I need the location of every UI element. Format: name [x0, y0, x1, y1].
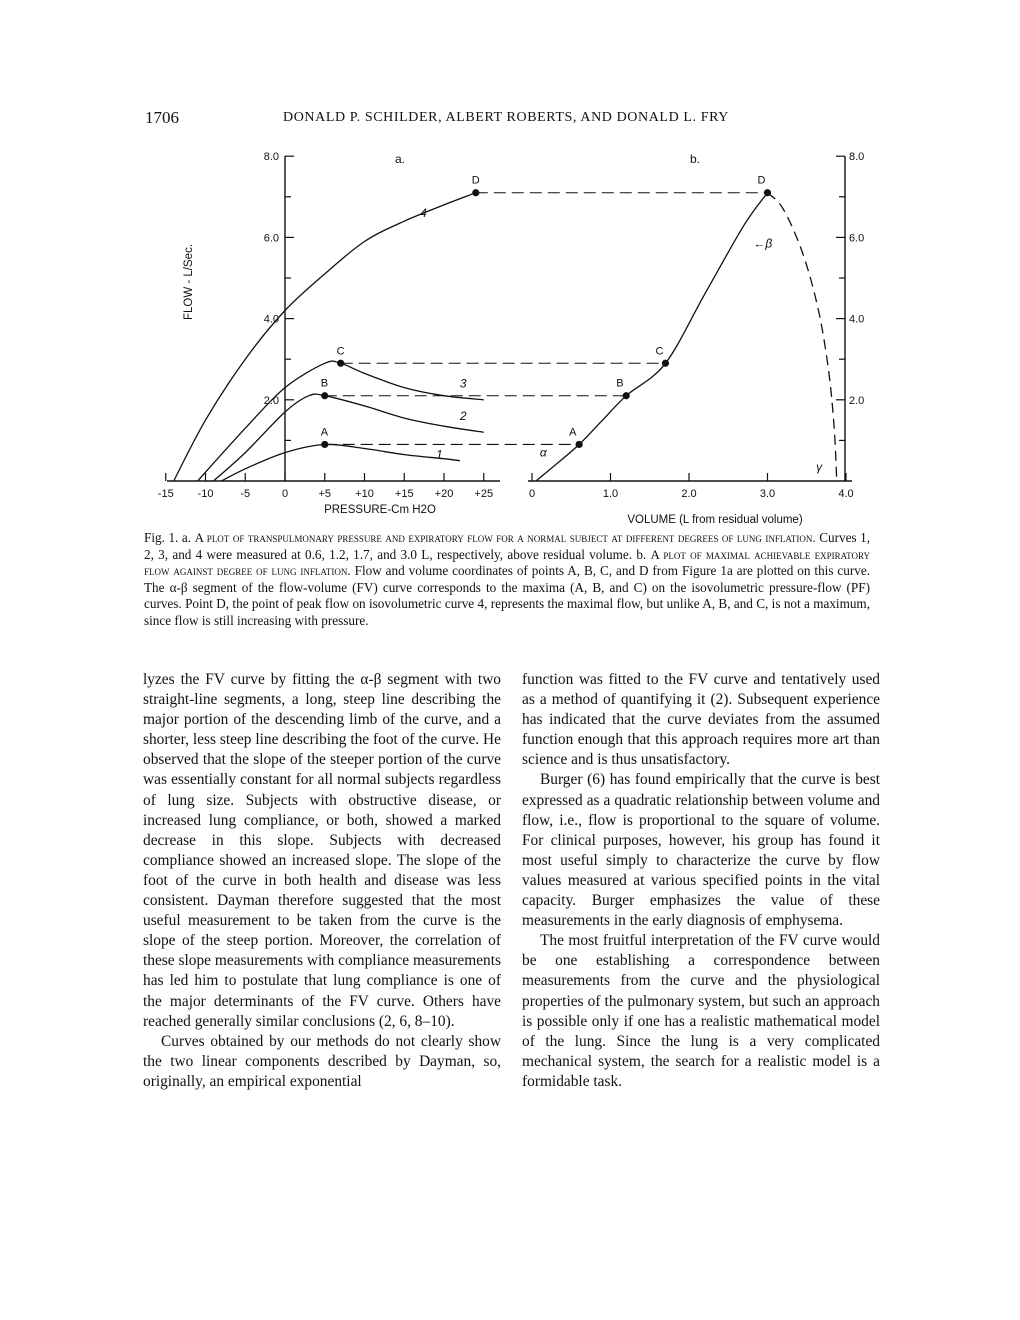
point-a-C: [337, 360, 344, 367]
panel-label-b: b.: [690, 152, 701, 166]
x-tick-label-pressure: -10: [197, 488, 214, 500]
point-b-A: [576, 441, 583, 448]
point-label-a-B: B: [320, 377, 329, 390]
x-tick-label-pressure: +10: [355, 488, 374, 500]
paragraph: The most fruitful interpretation of the FV curve would be one establishing a correspondence between measurements from the curve and the physiological properties of the pulmonary system, but such an approach is possible only if one has a realistic mathematical model of the lung. Since the lung is a very complicated mechanical system, the search for a realistic model is a formidable task.: [522, 932, 880, 1090]
x-tick-label-pressure: +25: [474, 488, 494, 500]
point-label-b-B: B: [616, 377, 624, 390]
x-tick-label-pressure: +20: [434, 488, 454, 500]
curve-label-3: 3: [459, 376, 467, 391]
beta-label: ←β: [753, 236, 773, 251]
body-column-right: [522, 670, 880, 1092]
point-b-D: [764, 189, 771, 196]
curve-label-4: 4: [420, 206, 427, 221]
paragraph: lyzes the FV curve by fitting the α-β segment with two straight-line segments, a long, steep line describing the major portion of the descending limb of the curve, and a shorter, less steep line describing the foot of the curve. He observed that the slope of the steeper portion of the curve was essentially constant for all normal subjects regardless of lung size. Subjects with obstructive disease, or increased lung compliance, or both, showed a marked decrease in this slope. Subjects with decreased compliance showed an increased slope. The slope of the foot of the curve in both health and disease was less consistent. Dayman therefore suggested that the most useful measurement to be taken from the curve is the slope of the steep portion. Moreover, the correlation of these slope measurements with compliance measurements has led him to postulate that lung compliance is one of the major determinants of the FV curve. Others have reached generally similar conclusions (2, 6, 8–10).: [143, 671, 501, 1030]
point-label-a-A: A: [320, 426, 329, 439]
point-a-B: [321, 392, 328, 399]
page-number: 1706: [145, 108, 179, 127]
y-tick-label-left: 8.0: [263, 151, 279, 164]
x-tick-label-volume: 1.0: [602, 488, 619, 500]
y-tick-label-right: 6.0: [849, 232, 865, 245]
y-tick-label-left: 6.0: [263, 232, 279, 245]
curve-label-2: 2: [459, 409, 467, 424]
point-label-b-D: D: [757, 174, 766, 187]
x-tick-label-pressure: 0: [281, 488, 289, 500]
x-axis-title-volume: VOLUME (L from residual volume): [627, 514, 803, 526]
x-tick-label-volume: 2.0: [681, 488, 697, 500]
caption-b-text: Flow and volume coordinates of points A, B, C, and D from Figure 1a are plotted on this curve. The α-β segment of the flow-volume (FV) curve corresponds to the maxima (A, B, and C) on the isovolumetric pressure-flow (PF) curves. Point D, the point of peak flow on isovolumetric curve 4, represents the maximal flow, but unlike A, B, and C, is not a maximum, since flow is still increasing with pressure.: [144, 563, 870, 628]
point-label-b-C: C: [655, 345, 664, 358]
x-tick-label-pressure: +15: [394, 488, 414, 500]
y-tick-label-right: 4.0: [849, 313, 865, 326]
pf-curve-1: [221, 444, 460, 481]
pf-curve-3: [198, 361, 484, 481]
paragraph: function was fitted to the FV curve and tentatively used as a method of quantifying it (2). Subsequent experience has indicated that the curve deviates from the assumed function enough that this approach requires more art than science and is thus unsatisfactory.: [522, 671, 880, 769]
point-label-b-A: A: [569, 426, 577, 439]
alpha-label: α: [539, 445, 547, 460]
x-tick-label-pressure: +5: [318, 488, 332, 500]
curve-label-1: 1: [436, 447, 443, 462]
y-tick-label-right: 8.0: [849, 151, 865, 164]
caption-lead: Fig. 1.: [144, 530, 179, 545]
x-tick-label-pressure: -15: [157, 488, 174, 500]
point-label-a-C: C: [336, 345, 345, 358]
point-a-A: [321, 441, 328, 448]
panel-label-a: a.: [395, 152, 406, 166]
point-b-B: [623, 392, 630, 399]
caption-a-text: Curves 1, 2, 3, and 4 were measured at 0.6, 1.2, 1.7, and 3.0 L, respectively, above residual volume.: [144, 530, 871, 562]
paragraph: Curves obtained by our methods do not clearly show the two linear components described by Dayman, so, originally, an empirical exponential: [143, 1032, 501, 1090]
y-tick-label-left: 2.0: [263, 394, 279, 407]
x-tick-label-volume: 3.0: [759, 488, 776, 500]
caption-b-title: A plot of maximal achievable expiratory flow against degree of lung inflation.: [144, 546, 871, 579]
point-label-a-D: D: [471, 174, 480, 187]
y-tick-label-right: 2.0: [849, 394, 865, 407]
point-a-D: [472, 189, 479, 196]
x-tick-label-pressure: -5: [240, 488, 251, 500]
gamma-label: γ: [816, 459, 823, 474]
paragraph: Burger (6) has found empirically that the curve is best expressed as a quadratic relationship between volume and flow, i.e., flow is proportional to the square of volume. For clinical purposes, however, his group has found it most useful simply to characterize the curve by flow values measured at various specified points in the vital capacity. Burger emphasizes the value of these measurements in the early diagnosis of emphysema.: [522, 771, 880, 930]
x-tick-label-volume: 4.0: [838, 488, 854, 500]
body-column-left: [143, 670, 501, 1092]
y-axis-title: FLOW - L/Sec.: [183, 243, 195, 321]
point-b-C: [662, 360, 669, 367]
caption-a-title: A plot of transpulmonary pressure and expiratory flow for a normal subject at different degrees of lung inflation.: [194, 530, 816, 545]
caption-a-label: a.: [181, 530, 192, 545]
fv-curve-descending: [768, 193, 837, 477]
running-head: DONALD P. SCHILDER, ALBERT ROBERTS, AND DONALD L. FRY: [283, 110, 730, 125]
figure-1: [0, 0, 1020, 530]
figure-caption: [144, 530, 870, 630]
pf-curve-2: [213, 394, 483, 481]
caption-b-label: b.: [636, 546, 647, 562]
x-axis-title-pressure: PRESSURE-Cm H2O: [324, 504, 436, 516]
y-tick-label-left: 4.0: [263, 313, 279, 326]
x-tick-label-volume: 0: [528, 488, 536, 500]
